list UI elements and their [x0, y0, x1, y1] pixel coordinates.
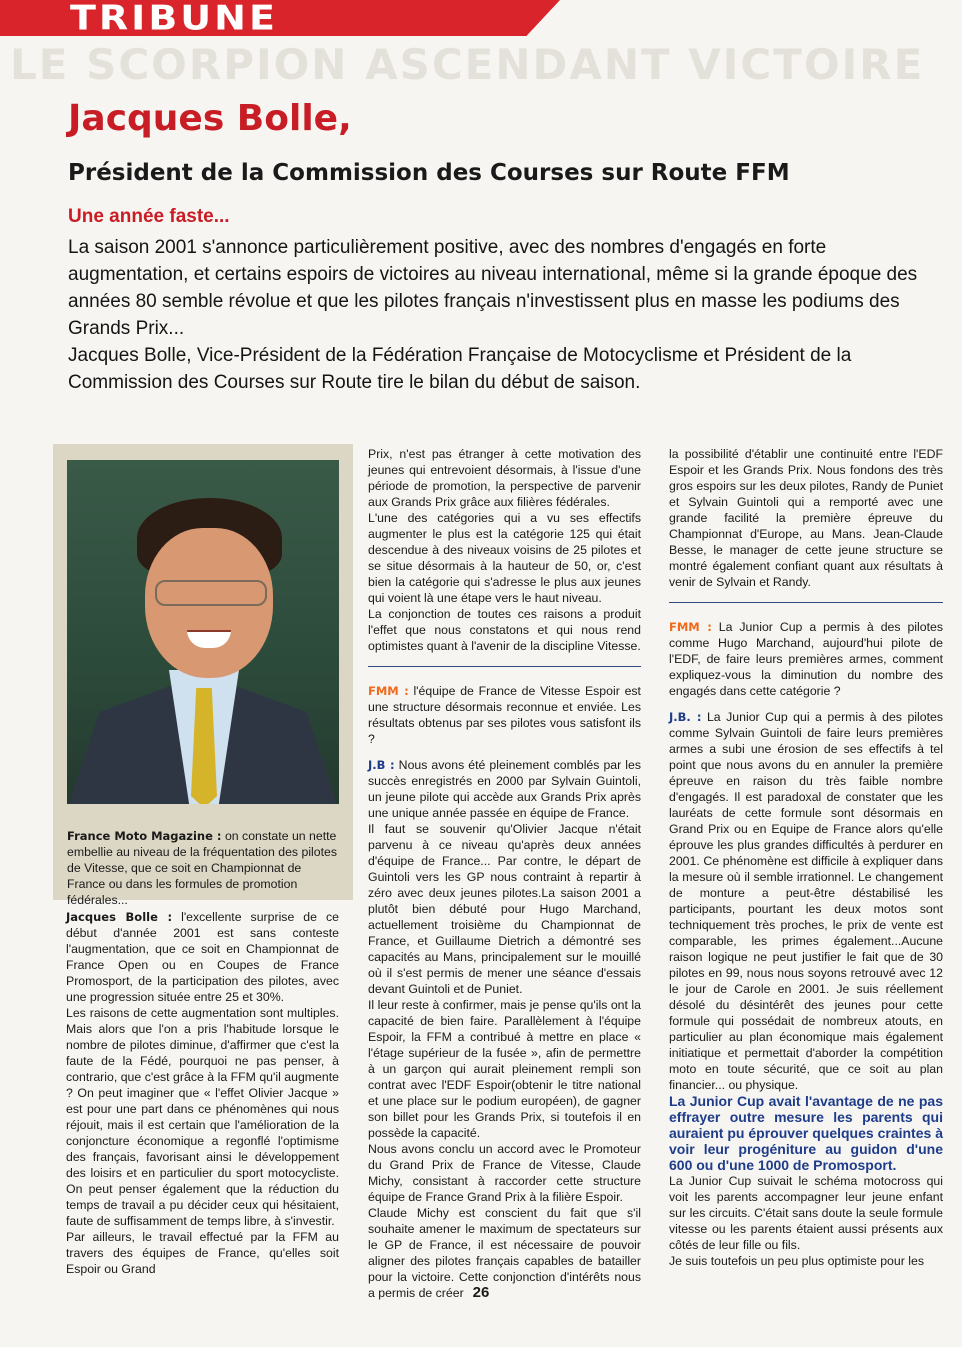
question-label: FMM : — [368, 684, 409, 698]
answer — [669, 709, 943, 1093]
col2-paragraph-5: Il leur reste à confirmer, mais je pense qu'ils ont la capacité de bien faire. Parallèlement à l'équipe Espoir, la FFM a contribué à mettre en place « l'étage supérieur de la fusée », afin de permettre à un garçon qui aurait pleinement rempli son contrat avec l'EDF Espoir(obtenir le titre national et une place sur le podium européen), de gagner son billet pour les Grands Prix, si toutefois il en possède la capacité. — [368, 998, 641, 1140]
background-headline: LE SCORPION ASCENDANT VICTOIRE — [10, 40, 925, 88]
section-label: TRIBUNE — [70, 0, 278, 38]
answer-text: l'excellente surprise de ce début d'année 2001 est sans conteste l'augmentation, que ce soit en Championnat de France Open ou en Coupes de France Promosport, de la participation des pilotes, avec une progression située entre 25 et 30%. — [66, 910, 339, 1004]
col2-paragraph-1: Prix, n'est pas étranger à cette motivation des jeunes qui entrevoient désormais, à l'issue d'une période de promotion, la perspective de parvenir aux Grands Prix grâce aux filières fédérales. — [368, 447, 641, 509]
photo-caption — [67, 828, 341, 908]
caption-text: on constate un nette embellie au niveau de la fréquentation des pilotes de Vitesse, que ce soit en Championnat de France ou dans les formules de promotion fédérales... — [67, 829, 338, 907]
photo-glasses — [155, 580, 267, 606]
column-3 — [669, 446, 943, 1269]
intro-paragraph-2: Jacques Bolle, Vice-Président de la Fédération Française de Motocyclisme et Président de la Commission des Courses sur Route tire le bilan du début de saison. — [68, 345, 852, 393]
intro-heading: Une année faste... — [68, 206, 230, 227]
answer-text: La Junior Cup qui a permis à des pilotes comme Sylvain Guintoli de faire leurs premières armes a subi une érosion de ses effectifs à tel point que nous avons du en annuler la première épreuve en raison du très faible nombre d'engagés. Il est paradoxal de constater que les lauréats de cette formule sont désormais en Grand Prix ou en Equipe de France alors qu'elle éprouve les plus grandes difficultés à perdurer en 2001. Ce phénomène est difficile à expliquer dans la mesure où il semble irrationnel. Le changement de monture a peut-être déstabilisé les participants, pourtant les deux motos sont techniquement très proches, le prix de vente est comparable, les primes également...Aucune raison logique ne peut justifier le fait que de 30 pilotes en 99, nous nous soyons retrouvé avec 12 le jour de Carole en 2001. Je suis réellement désolé du désintérêt des jeunes pour cette formule qui possédait de nombreux atouts, en particulier au plan économique mais également initiatique et permettait d'aborder la compétition moto en toute sécurité, que ce soit au plan financier... ou physique. — [669, 710, 943, 1092]
col1-paragraph — [66, 909, 339, 1005]
divider — [368, 666, 641, 667]
col2-paragraph-3: La conjonction de toutes ces raisons a produit l'effet que nous constatons et qui nous rend optimistes quant à l'avenir de la discipline Vitesse. — [368, 607, 641, 653]
col2-paragraph-6: Nous avons conclu un accord avec le Promoteur du Grand Prix de France de Vitesse, Claude Michy, consistant à raccorder cette structure équipe de France Grand Prix à la filière Espoir. — [368, 1142, 641, 1204]
question-label: FMM : — [669, 620, 712, 634]
col3-paragraph-3: Je suis toutefois un peu plus optimiste pour les — [669, 1254, 924, 1268]
intro-paragraph-1: La saison 2001 s'annonce particulièrement positive, avec des nombres d'engagés en forte augmentation, et certains espoirs de victoires au niveau international, même si la grande époque des années 80 semble révolue et que les pilotes français n'investissent plus en masse les podiums des Grands Prix... — [68, 237, 918, 339]
article-title: Jacques Bolle, — [68, 98, 352, 139]
question — [368, 683, 641, 747]
answer-text: Nous avons été pleinement comblés par les succès enregistrés en 2000 par Sylvain Guintoli, un jeune pilote qui accède aux Grands Prix après une unique année passée en équipe de France. — [368, 758, 641, 820]
answer — [368, 757, 641, 821]
answer-label: J.B. : — [669, 710, 702, 724]
portrait-photo — [67, 460, 339, 804]
divider — [669, 602, 943, 603]
col1-paragraph-3: Par ailleurs, le travail effectué par la FFM au travers des équipes de France, qu'elles soit Espoir ou Grand — [66, 1230, 339, 1276]
question-text: La Junior Cup a permis à des pilotes comme Hugo Marchand, aujourd'hui pilote de l'EDF, de faire leurs premières armes, comment expliquez-vous la diminution du nombre des engagés dans cette catégorie ? — [669, 620, 943, 698]
caption-label: France Moto Magazine : — [67, 829, 222, 843]
answer-label: J.B : — [368, 758, 395, 772]
page-number: 26 — [472, 1284, 490, 1301]
column-2 — [368, 446, 641, 1301]
intro-block — [68, 234, 928, 396]
col1-paragraph-2: Les raisons de cette augmentation sont multiples. Mais alors que l'on a pris l'habitude lorsque le nombre de pilotes diminue, d'affirmer que c'est la faute de la Fédé, pourquoi ne pas penser, à contrario, que c'est grâce à la FFM qu'il augmente ? On peut imaginer que « l'effet Olivier Jacque » est pour une part dans ce phénomènes qui nous réjouit, mais il est certain que l'amélioration de la conjoncture économique a regonflé l'optimisme des français, favorisant ainsi le développement des loisirs et en particulier du sport motocycliste. On peut penser également que la réduction du temps de travail a pu décider ceux qui hésitaient, faute de suffisamment de temps libre, à s'investir. — [66, 1006, 339, 1228]
pull-quote: La Junior Cup avait l'avantage de ne pas effrayer outre mesure les parents qui auraient pu éprouver quelques craintes à voir leur progéniture au guidon d'une 600 ou d'une 1000 de Promosport. — [669, 1093, 943, 1173]
photo-panel — [53, 444, 353, 907]
col3-paragraph-2: La Junior Cup suivait le schéma motocross qui voit les parents accompagner leur jeune enfant sur les circuits. C'était sans doute la seule formule vitesse ou les parents étaient aussi présents aux côtés de leur fille ou fils. — [669, 1174, 943, 1252]
question-text: l'équipe de France de Vitesse Espoir est une structure désormais reconnue et enviée. Les résultats obtenus par ses pilotes vous satisfont ils ? — [368, 684, 641, 746]
col2-paragraph-2: L'une des catégories qui a vu ses effectifs augmenter le plus est la catégorie 125 qui était descendue à des niveaux voisins de 25 pilotes et se situe désormais à la hauteur de 50, or, c'est bien la catégorie qui s'adresse le plus aux jeunes qui voient là une étape vers le haut niveau. — [368, 511, 641, 605]
column-1 — [66, 909, 339, 1277]
col3-paragraph-1: la possibilité d'établir une continuité entre l'EDF Espoir et les Grands Prix. Nous fondons des très gros espoirs sur les deux pilotes, Randy de Puniet et Sylvain Guintoli qui a remporté avec une grande facilité la première épreuve du Championnat d'Europe, au Mans. Jean-Claude Besse, le manager de cette jeune structure se montré également confiant quant aux résultats à venir de Sylvain et Randy. — [669, 447, 943, 589]
col2-paragraph-4: Il faut se souvenir qu'Olivier Jacque n'était parvenu à ce niveau qu'après deux années d'équipe de France... Par contre, le départ de Guintoli vers les GP nous contraint à repartir à zéro avec deux jeunes pilotes.La saison 2001 a plutôt bien débuté pour Hugo Marchand, actuellement troisième du Championnat de France, et Guillaume Dietrich a démontré ses capacités au Mans, principalement sur le mouillé où il s'est permis de mener une séance d'essais devant Guintoli et de Puniet. — [368, 822, 641, 996]
question — [669, 619, 943, 699]
article-subtitle: Président de la Commission des Courses sur Route FFM — [68, 160, 790, 186]
col2-paragraph-7: Claude Michy est conscient du fait que s'il souhaite amener le maximum de spectateurs sur le GP de France, il est nécessaire de pouvoir aligner des pilotes français capables de batailler pour la victoire. Cette conjonction d'intérêts nous a permis de créer — [368, 1206, 641, 1300]
speaker-label: Jacques Bolle : — [66, 910, 173, 924]
